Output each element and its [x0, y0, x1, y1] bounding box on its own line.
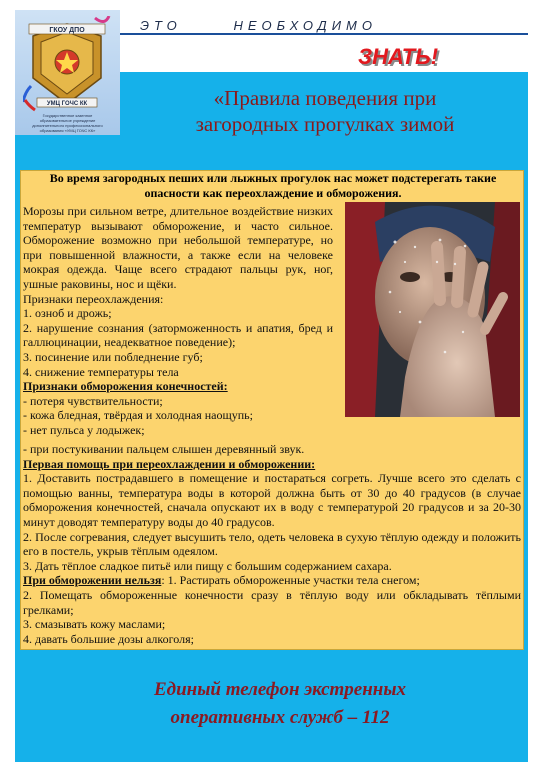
frozen-face-photo — [345, 202, 520, 417]
forbidden-line — [23, 573, 521, 588]
list-item: 2. После согревания, следует высушить тело, одеть человека в сухую тёплую одежду и положить его в постель, укрыв тёплым одеялом. — [23, 529, 521, 559]
list-item: 3. Дать тёплое сладкое питьё или пищу с большим содержанием сахара. — [23, 558, 392, 573]
page-title — [130, 85, 520, 137]
hypothermia-signs-label: Признаки переохлаждения: — [23, 291, 164, 306]
emergency-phone-footer — [80, 676, 480, 732]
title-line-1: «Правила поведения при — [213, 86, 437, 110]
header-know-word: ЗНАТЬ! — [358, 44, 439, 69]
list-item: - кожа бледная, твёрдая и холодная наощупь; — [23, 408, 253, 423]
logo-caption: Государственное казенное образовательное учреждение дополнительного профессионального образования «УМЦ ГОЧС КК» — [32, 113, 103, 133]
logo-ribbon-text: ГКОУ ДПО — [49, 27, 85, 34]
hypothermia-section — [23, 204, 333, 438]
list-item: 4. давать большие дозы алкоголя; — [23, 631, 194, 646]
organization-logo — [15, 10, 120, 135]
intro-text: Во время загородных пеших или лыжных прогулок нас может подстерегать такие опасности как переохлаждение и обморожения. — [49, 171, 497, 200]
list-item: 1. Доставить пострадавшего в помещение и постараться согреть. Лучше всего это сделать с помощью ванны, температура воды в которой должна быть от 30 до 40 градусов (в случае обморожения конечностей, сначала опускают их в воду с температурой 20 градусов и за 20-30 минут доводят температуру воды до 40 градусов. — [23, 471, 521, 529]
list-item: 2. нарушение сознания (заторможенность и апатия, бред и галлюцинации, неадекватное поведение); — [23, 320, 333, 350]
list-item: 4. снижение температуры тела — [23, 364, 179, 379]
logo-bottom-text: УМЦ ГОЧС КК — [46, 101, 88, 107]
frostbite-signs-heading: Признаки обморожения конечностей: — [23, 379, 228, 394]
header-divider-line — [120, 33, 528, 35]
forbidden-heading: При обморожении нельзя — [23, 573, 162, 588]
footer-line-2: оперативных служб – 112 — [170, 707, 390, 728]
list-item: 1. озноб и дрожь; — [23, 306, 112, 321]
title-line-2: загородных прогулках зимой — [195, 112, 455, 136]
first-aid-heading: Первая помощь при переохлаждении и обморожении: — [23, 456, 316, 471]
frost-paragraph: Морозы при сильном ветре, длительное воздействие низких температур вызывают обморожение, и часто сильное. Обморожение возможно при небольшой температуре, но при повышенной влажности, а также если на человеке мокрая одежда. Чаще всего страдают пальцы рук, ног, ушные раковины, нос и щёки. — [23, 204, 333, 291]
forbidden-first-item: : 1. Растирать обмороженные участки тела снегом; — [161, 573, 420, 588]
list-item: - нет пульса у лодыжек; — [23, 422, 145, 437]
footer-line-1: Единый телефон экстренных — [153, 679, 407, 700]
emblem-icon — [23, 16, 111, 114]
list-item: 3. смазывать кожу маслами; — [23, 617, 166, 632]
list-item: 2. Помещать обмороженные конечности сразу в тёплую воду или обкладывать тёплыми грелками; — [23, 587, 521, 617]
list-item: - потеря чувствительности; — [23, 393, 163, 408]
list-item: 3. посинение или побледнение губ; — [23, 349, 203, 364]
header-this-is-needed: ЭТО НЕОБХОДИМО — [140, 18, 377, 33]
list-item: - при постукивании пальцем слышен деревянный звук. — [23, 442, 305, 456]
first-aid-section — [23, 442, 521, 646]
